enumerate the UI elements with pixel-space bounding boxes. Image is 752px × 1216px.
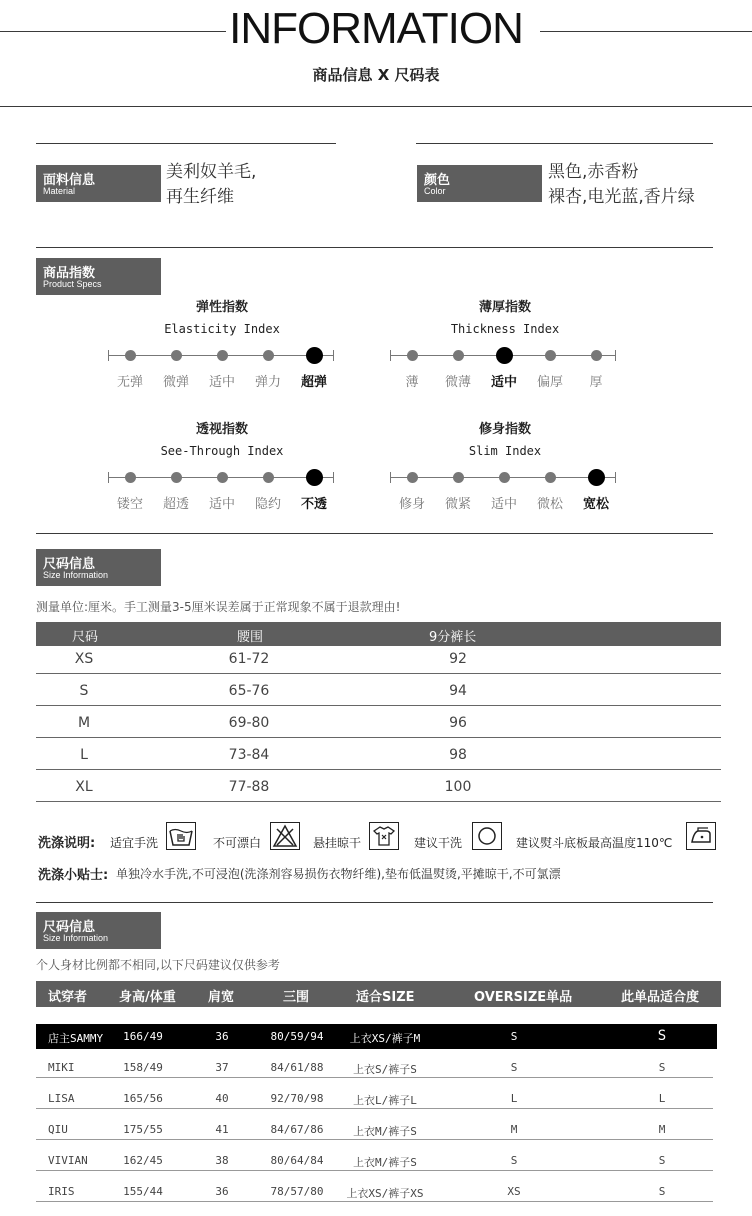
size-header-length: 9分裤长 (429, 630, 477, 645)
size-cell: 94 (449, 683, 467, 699)
scale-end-cap (108, 472, 109, 483)
scale-label: 薄 (405, 375, 419, 390)
material-top-rule (36, 143, 336, 144)
scale-dot (453, 472, 464, 483)
see-through-index-title: 透视指数 (195, 422, 248, 437)
scale-selected-dot (588, 469, 605, 486)
care-text-hang-dry: 悬挂晾干 (313, 836, 362, 850)
elasticity-index-subtitle: Elasticity Index (164, 322, 280, 336)
size-cell: M (77, 715, 91, 731)
models-cell: 36 (215, 1185, 229, 1198)
models-cell: 92/70/98 (270, 1092, 324, 1105)
dry-clean-icon (472, 822, 502, 850)
size-header-size: 尺码 (72, 630, 99, 645)
models-label-en: Size Information (43, 933, 109, 943)
models-row-divider (36, 1108, 713, 1109)
see-through-scale (108, 468, 334, 488)
size-cell: 77-88 (228, 779, 270, 795)
scale-label: 微薄 (444, 375, 471, 390)
thickness-index-subtitle: Thickness Index (450, 322, 560, 336)
models-cell: S (510, 1030, 518, 1043)
specs-label-en: Product Specs (43, 279, 102, 289)
models-cell: LISA (48, 1092, 75, 1105)
size-cell: S (79, 683, 89, 699)
material-label-en: Material (43, 186, 76, 196)
scale-label: 适中 (490, 375, 517, 390)
size-cell: L (80, 747, 88, 763)
slim-index-subtitle: Slim Index (468, 444, 542, 458)
size-cell: 69-80 (228, 715, 270, 731)
models-cell: S (510, 1061, 518, 1074)
scale-label: 适中 (208, 497, 235, 512)
scale-dot (263, 350, 274, 361)
size-cell: XS (74, 651, 94, 667)
models-header-fitness: 此单品适合度 (621, 990, 700, 1005)
size-cell: 73-84 (228, 747, 270, 763)
scale-label: 厚 (589, 375, 603, 390)
models-cell: 37 (215, 1061, 229, 1074)
page-title: INFORMATION (229, 4, 523, 53)
size-cell: 96 (449, 715, 467, 731)
models-cell: MIKI (48, 1061, 75, 1074)
scale-dot (125, 350, 136, 361)
scale-label: 微紧 (444, 497, 471, 512)
models-cell: S (510, 1154, 518, 1167)
scale-end-cap (108, 350, 109, 361)
scale-dot (125, 472, 136, 483)
scale-label: 偏厚 (536, 375, 563, 390)
size-cell: 65-76 (228, 683, 270, 699)
models-header-fit-size: 适合SIZE (356, 990, 415, 1005)
models-row-divider (36, 1077, 713, 1078)
models-cell: 38 (215, 1154, 229, 1167)
scale-label: 弹力 (254, 375, 281, 390)
models-cell: S (658, 1061, 666, 1074)
color-badge (417, 165, 542, 202)
scale-end-cap (333, 350, 334, 361)
models-cell: 165/56 (123, 1092, 163, 1105)
models-header-shoulder: 肩宽 (208, 990, 235, 1005)
models-cell: S (658, 1154, 666, 1167)
models-header-measurements: 三围 (283, 990, 310, 1005)
care-text-dry-clean: 建议干洗 (414, 836, 463, 850)
size-cell: 100 (444, 779, 472, 795)
slim-index-title: 修身指数 (478, 422, 531, 437)
scale-label: 修身 (398, 497, 425, 512)
models-cell: 40 (215, 1092, 229, 1105)
material-badge (36, 165, 161, 202)
see-through-index-subtitle: See-Through Index (160, 444, 284, 458)
size-row-divider (36, 705, 721, 706)
scale-label: 不透 (300, 497, 327, 512)
size-note: 测量单位:厘米。手工测量3-5厘米误差属于正常现象不属于退款理由! (36, 600, 401, 614)
models-cell: IRIS (48, 1185, 75, 1198)
models-row-divider (36, 1170, 713, 1171)
slim-scale (390, 468, 616, 488)
models-cell: 158/49 (123, 1061, 163, 1074)
elasticity-scale (108, 346, 334, 366)
models-header-oversize: OVERSIZE单品 (474, 990, 573, 1005)
scale-selected-dot (306, 347, 323, 364)
scale-end-cap (615, 472, 616, 483)
models-cell: 175/55 (123, 1123, 163, 1136)
models-cell: 上衣L/裤子L (353, 1094, 417, 1107)
models-cell: 162/45 (123, 1154, 163, 1167)
color-label-en: Color (424, 186, 446, 196)
scale-dot (499, 472, 510, 483)
color-value-2: 裸杏,电光蓝,香片绿 (548, 187, 695, 207)
models-cell: 80/59/94 (270, 1030, 324, 1043)
size-cell: 61-72 (228, 651, 270, 667)
scale-end-cap (390, 350, 391, 361)
scale-end-cap (333, 472, 334, 483)
scale-dot (171, 472, 182, 483)
models-cell: 84/67/86 (270, 1123, 324, 1136)
scale-label: 镂空 (116, 497, 143, 512)
scale-dot (453, 350, 464, 361)
models-cell: 78/57/80 (270, 1185, 324, 1198)
models-cell: 80/64/84 (270, 1154, 324, 1167)
scale-label: 隐约 (254, 497, 281, 512)
scale-end-cap (390, 472, 391, 483)
scale-label: 适中 (490, 497, 517, 512)
no-bleach-icon (270, 822, 300, 850)
elasticity-index-title: 弹性指数 (195, 300, 248, 315)
size-header-waist: 腰围 (237, 630, 264, 645)
specs-badge (36, 258, 161, 295)
models-cell: 84/61/88 (270, 1061, 324, 1074)
size-label-en: Size Information (43, 570, 109, 580)
models-cell: 店主SAMMY (48, 1032, 104, 1045)
models-cell: 上衣XS/裤子XS (346, 1187, 424, 1200)
color-top-rule (416, 143, 713, 144)
models-cell: QIU (48, 1123, 68, 1136)
scale-label: 无弹 (116, 375, 143, 390)
models-cell: 上衣M/裤子S (353, 1156, 417, 1169)
models-header-tester: 试穿者 (48, 990, 88, 1005)
iron-icon (686, 822, 716, 850)
models-label: 尺码信息 (43, 920, 96, 935)
models-badge (36, 912, 161, 949)
header-bottom-rule (0, 106, 752, 107)
scale-label: 超透 (162, 497, 189, 512)
models-header-height-weight: 身高/体重 (119, 990, 176, 1005)
thickness-scale (390, 346, 616, 366)
tips-text: 单独冷水手洗,不可浸泡(洗涤剂容易损伤衣物纤维),垫布低温熨烫,平摊晾干,不可氯漂 (116, 867, 561, 881)
size-cell: 92 (449, 651, 467, 667)
size-table-header (36, 622, 721, 646)
size-cell: 98 (449, 747, 467, 763)
hang-dry-icon (369, 822, 399, 850)
care-text-no-bleach: 不可漂白 (213, 836, 262, 850)
models-cell: S (658, 1185, 666, 1198)
scale-label: 微松 (536, 497, 563, 512)
material-value-2: 再生纤维 (166, 187, 234, 207)
models-cell: 上衣XS/裤子M (349, 1032, 421, 1045)
size-row-divider (36, 801, 721, 802)
specs-label: 商品指数 (43, 266, 96, 281)
size-cell: XL (75, 779, 93, 795)
scale-dot (545, 472, 556, 483)
models-cell: 166/49 (123, 1030, 163, 1043)
models-cell: M (658, 1123, 666, 1136)
models-row-divider (36, 1139, 713, 1140)
models-cell: S (657, 1028, 667, 1044)
models-cell: 155/44 (123, 1185, 163, 1198)
models-top-rule (36, 902, 713, 903)
page-subtitle: 商品信息 X 尺码表 (312, 66, 440, 84)
thickness-index-title: 薄厚指数 (478, 300, 531, 315)
care-text-iron: 建议熨斗底板最高温度110℃ (516, 836, 673, 850)
care-text-hand-wash: 适宜手洗 (110, 836, 159, 850)
scale-dot (545, 350, 556, 361)
tips-label: 洗涤小贴士: (38, 868, 109, 883)
models-cell: L (658, 1092, 666, 1105)
models-cell: VIVIAN (48, 1154, 88, 1167)
scale-dot (591, 350, 602, 361)
size-label: 尺码信息 (43, 557, 96, 572)
models-cell: 上衣M/裤子S (353, 1125, 417, 1138)
specs-bottom-rule (36, 533, 713, 534)
scale-dot (171, 350, 182, 361)
models-table-header (36, 981, 721, 1007)
scale-dot (217, 350, 228, 361)
material-label: 面料信息 (43, 173, 96, 188)
size-badge (36, 549, 161, 586)
color-value-1: 黑色,赤香粉 (548, 162, 639, 182)
scale-label: 微弹 (162, 375, 189, 390)
scale-selected-dot (306, 469, 323, 486)
size-row-divider (36, 673, 721, 674)
specs-top-rule (36, 247, 713, 248)
color-label: 颜色 (424, 173, 451, 188)
models-cell: 41 (215, 1123, 229, 1136)
models-note: 个人身材比例都不相同,以下尺码建议仅供参考 (36, 958, 280, 972)
models-cell: XS (507, 1185, 521, 1198)
scale-selected-dot (496, 347, 513, 364)
scale-label: 适中 (208, 375, 235, 390)
scale-label: 宽松 (582, 497, 609, 512)
models-row-divider (36, 1201, 713, 1202)
material-value-1: 美利奴羊毛, (166, 162, 257, 182)
scale-label: 超弹 (300, 375, 327, 390)
scale-dot (217, 472, 228, 483)
models-cell: M (510, 1123, 518, 1136)
models-cell: 36 (215, 1030, 229, 1043)
models-cell: 上衣S/裤子S (353, 1063, 417, 1076)
scale-dot (407, 472, 418, 483)
scale-end-cap (615, 350, 616, 361)
size-row-divider (36, 769, 721, 770)
scale-dot (263, 472, 274, 483)
size-row-divider (36, 737, 721, 738)
scale-dot (407, 350, 418, 361)
care-label: 洗涤说明: (38, 836, 96, 851)
models-cell: L (510, 1092, 518, 1105)
hand-wash-icon (166, 822, 196, 850)
